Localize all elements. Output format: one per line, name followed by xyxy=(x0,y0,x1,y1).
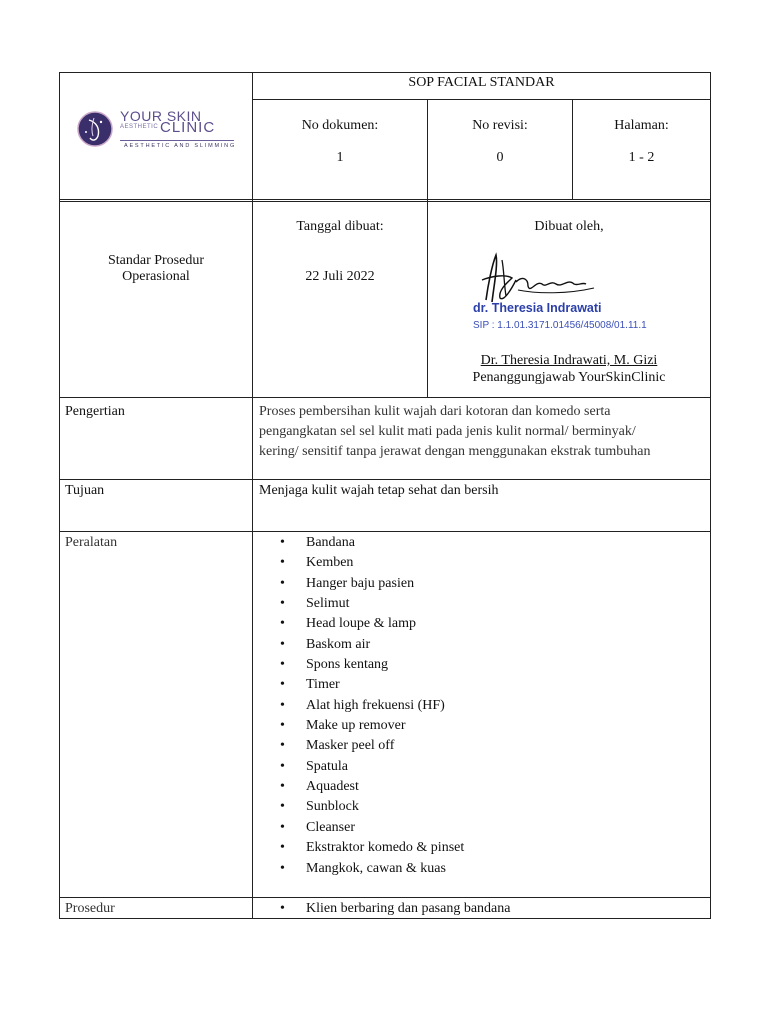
list-item: • Cleanser xyxy=(276,819,464,839)
list-item: • Head loupe & lamp xyxy=(276,615,464,635)
document-title: SOP FACIAL STANDAR xyxy=(408,75,555,90)
pengertian-text-line3: kering/ sensitif tanpa jerawat dengan menggunakan ekstrak tumbuhan xyxy=(259,444,651,459)
standar-prosedur-line1: Standar Prosedur xyxy=(107,253,205,268)
list-item: • Spons kentang xyxy=(276,656,464,676)
list-item: • Spatula xyxy=(276,758,464,778)
prosedur-list xyxy=(276,900,510,920)
list-item: • Bandana xyxy=(276,534,464,554)
peralatan-label: Peralatan xyxy=(65,535,118,550)
standar-prosedur-line2: Operasional xyxy=(122,269,190,284)
peralatan-list xyxy=(276,534,464,880)
list-item: • Alat high frekuensi (HF) xyxy=(276,697,464,717)
header-row-divider xyxy=(59,199,711,200)
author-name: Dr. Theresia Indrawati, M. Gizi xyxy=(480,353,658,368)
header-row-divider-double xyxy=(59,201,711,202)
list-item: • Kemben xyxy=(276,554,464,574)
prosedur-label: Prosedur xyxy=(65,901,115,916)
no-revisi-label: No revisi: xyxy=(472,118,528,133)
list-item: • Ekstraktor komedo & pinset xyxy=(276,839,464,859)
peralatan-row-divider xyxy=(59,897,711,898)
tujuan-label: Tujuan xyxy=(65,483,105,498)
logo-text-your-skin: YOUR SKIN xyxy=(120,108,202,124)
list-item: • Baskom air xyxy=(276,636,464,656)
no-dokumen-label: No dokumen: xyxy=(301,118,379,133)
no-dokumen-value: 1 xyxy=(336,150,344,165)
list-item: • Sunblock xyxy=(276,798,464,818)
tujuan-text: Menjaga kulit wajah tetap sehat dan bersih xyxy=(259,483,499,498)
list-item: • Klien berbaring dan pasang bandana xyxy=(276,900,510,920)
clinic-logo xyxy=(72,106,237,152)
logo-rule xyxy=(120,140,234,141)
tanggal-dibuat-value: 22 Juli 2022 xyxy=(305,269,375,284)
label-column-divider xyxy=(252,72,253,918)
list-item: • Selimut xyxy=(276,595,464,615)
halaman-label: Halaman: xyxy=(614,118,669,133)
tujuan-row-divider xyxy=(59,531,711,532)
info-row-divider xyxy=(59,397,711,398)
pengertian-text-line2: pengangkatan sel sel kulit mati pada jenis kulit normal/ berminyak/ xyxy=(259,424,636,439)
signature-stamp-name: dr. Theresia Indrawati xyxy=(473,301,602,315)
pengertian-row-divider xyxy=(59,479,711,480)
list-item: • Aquadest xyxy=(276,778,464,798)
list-item: • Masker peel off xyxy=(276,737,464,757)
signature-stamp-sip: SIP : 1.1.01.3171.01456/45008/01.11.1 xyxy=(473,320,647,331)
pengertian-text-line1: Proses pembersihan kulit wajah dari kotoran dan komedo serta xyxy=(259,404,611,419)
logo-text-aesthetic: AESTHETIC xyxy=(120,124,159,130)
logo-tagline: AESTHETIC AND SLIMMING xyxy=(124,143,237,149)
list-item: • Hanger baju pasien xyxy=(276,575,464,595)
halaman-value: 1 - 2 xyxy=(628,150,655,165)
list-item: • Mangkok, cawan & kuas xyxy=(276,860,464,880)
clinic-logo-icon xyxy=(72,106,118,152)
logo-text-clinic: CLINIC xyxy=(160,119,216,136)
table-border-top xyxy=(59,72,711,73)
pengertian-label: Pengertian xyxy=(65,404,125,419)
header-title-divider xyxy=(252,99,711,100)
dibuat-oleh-label: Dibuat oleh, xyxy=(534,219,604,234)
tanggal-dibuat-label: Tanggal dibuat: xyxy=(296,219,384,234)
author-role: Penanggungjawab YourSkinClinic xyxy=(472,370,666,385)
no-revisi-value: 0 xyxy=(496,150,504,165)
list-item: • Make up remover xyxy=(276,717,464,737)
list-item: • Timer xyxy=(276,676,464,696)
